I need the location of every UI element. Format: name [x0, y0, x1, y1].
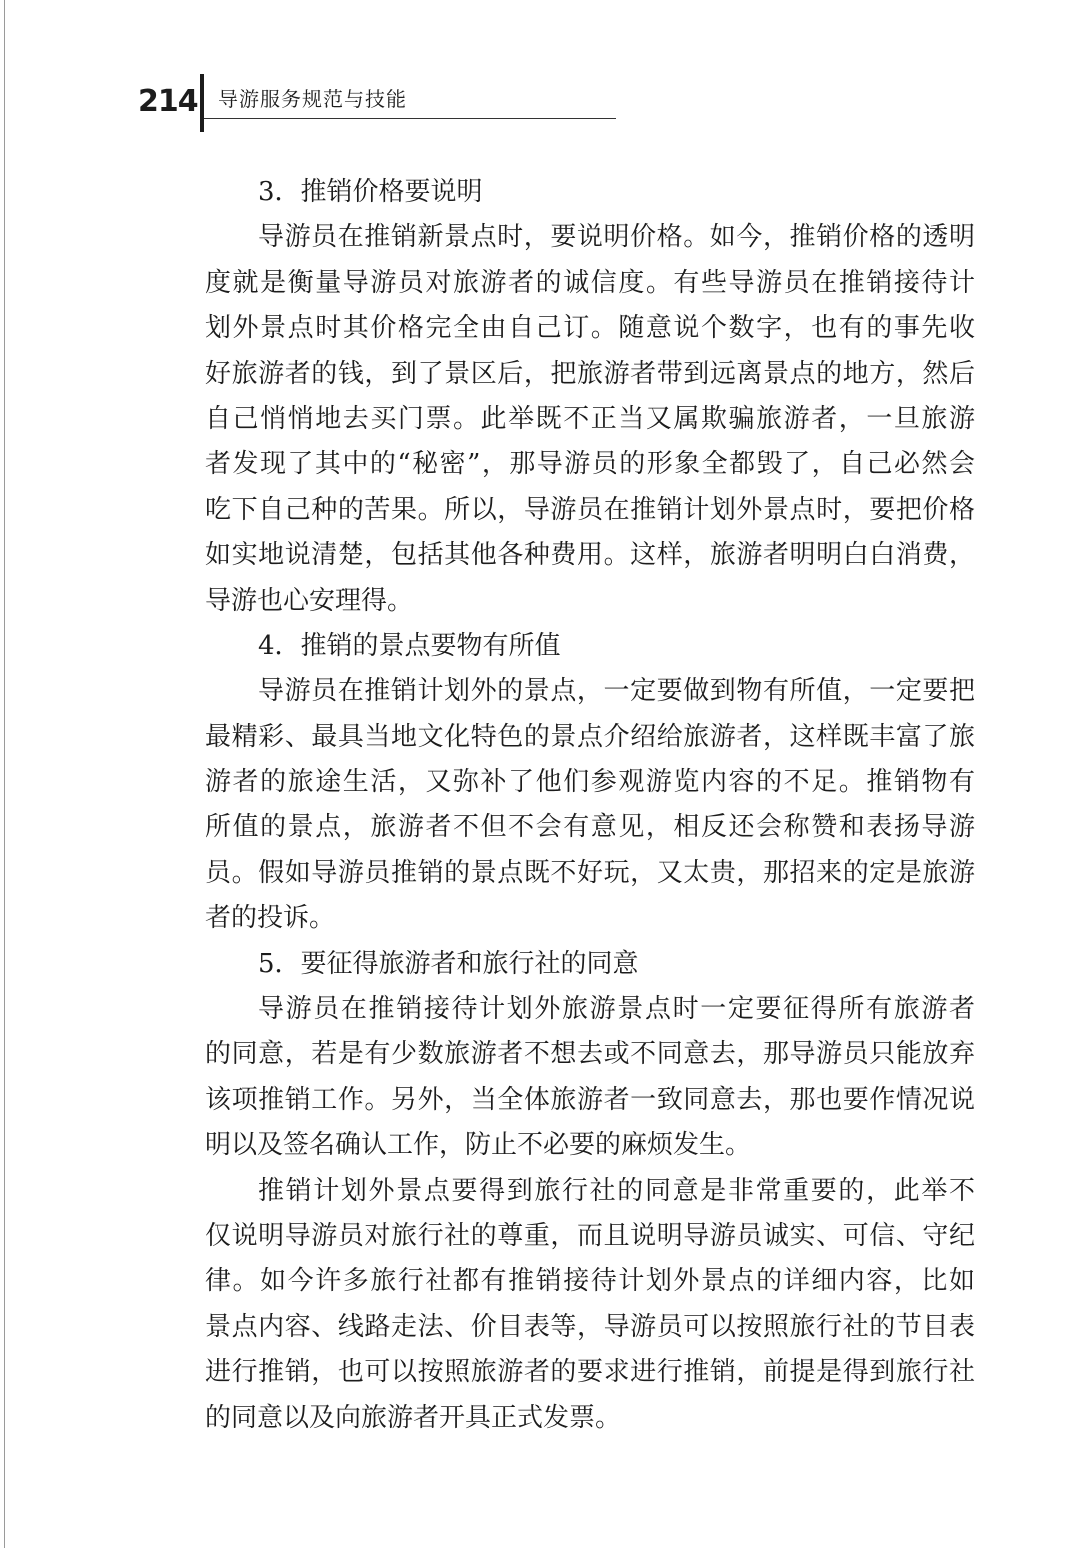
text-line: 仅说明导游员对旅行社的尊重，而且说明导游员诚实、可信、守纪	[205, 1220, 975, 1251]
text-line: 导游也心安理得。	[205, 585, 414, 616]
text-line: 者的投诉。	[205, 903, 336, 934]
section-heading: 3．推销价格要说明	[258, 177, 483, 207]
text-line: 的同意以及向旅游者开具正式发票。	[205, 1402, 622, 1433]
scan-edge-line	[4, 0, 5, 1548]
text-line: 划外景点时其价格完全由自己订。随意说个数字，也有的事先收	[205, 313, 975, 344]
text-line: 导游员在推销接待计划外旅游景点时一定要征得所有旅游者	[258, 994, 975, 1025]
text-line: 明以及签名确认工作，防止不必要的麻烦发生。	[205, 1130, 752, 1161]
text-line: 好旅游者的钱，到了景区后，把旅游者带到远离景点的地方，然后	[205, 358, 975, 389]
text-line: 进行推销，也可以按照旅游者的要求进行推销，前提是得到旅行社	[205, 1357, 975, 1388]
text-line: 游者的旅途生活，又弥补了他们参观游览内容的不足。推销物有	[205, 767, 975, 798]
text-line: 律。如今许多旅行社都有推销接待计划外景点的详细内容，比如	[205, 1266, 975, 1297]
text-line: 最精彩、最具当地文化特色的景点介绍给旅游者，这样既丰富了旅	[205, 721, 975, 752]
text-line: 导游员在推销计划外的景点，一定要做到物有所值，一定要把	[258, 676, 975, 707]
header-rule	[204, 118, 616, 119]
section-heading: 5．要征得旅游者和旅行社的同意	[258, 948, 639, 979]
text-line: 员。假如导游员推销的景点既不好玩，又太贵，那招来的定是旅游	[205, 857, 975, 888]
text-line: 如实地说清楚，包括其他各种费用。这样，旅游者明明白白消费，	[205, 540, 975, 571]
paragraph	[205, 669, 975, 941]
section-heading: 4．推销的景点要物有所值	[258, 630, 561, 661]
paragraph	[205, 1169, 975, 1441]
paragraph	[205, 215, 975, 624]
text-line: 吃下自己种的苦果。所以，导游员在推销计划外景点时，要把价格	[205, 494, 975, 525]
running-title: 导游服务规范与技能	[218, 87, 407, 111]
paragraph	[205, 987, 975, 1169]
text-line: 的同意，若是有少数旅游者不想去或不同意去，那导游员只能放弃	[205, 1039, 975, 1070]
page-number: 214	[138, 84, 198, 119]
text-line: 自己悄悄地去买门票。此举既不正当又属欺骗旅游者，一旦旅游	[205, 403, 975, 434]
header-divider-bar	[200, 74, 204, 132]
text-line: 推销计划外景点要得到旅行社的同意是非常重要的，此举不	[258, 1175, 975, 1206]
text-line: 度就是衡量导游员对旅游者的诚信度。有些导游员在推销接待计	[205, 267, 975, 298]
text-line: 者发现了其中的“秘密”，那导游员的形象全都毁了，自己必然会	[205, 449, 975, 480]
text-line: 所值的景点，旅游者不但不会有意见，相反还会称赞和表扬导游	[205, 812, 975, 843]
text-line: 景点内容、线路走法、价目表等，导游员可以按照旅行社的节目表	[205, 1311, 975, 1342]
text-line: 该项推销工作。另外，当全体旅游者一致同意去，那也要作情况说	[205, 1084, 975, 1115]
text-line: 导游员在推销新景点时，要说明价格。如今，推销价格的透明	[258, 222, 975, 253]
body-text	[205, 170, 975, 1441]
